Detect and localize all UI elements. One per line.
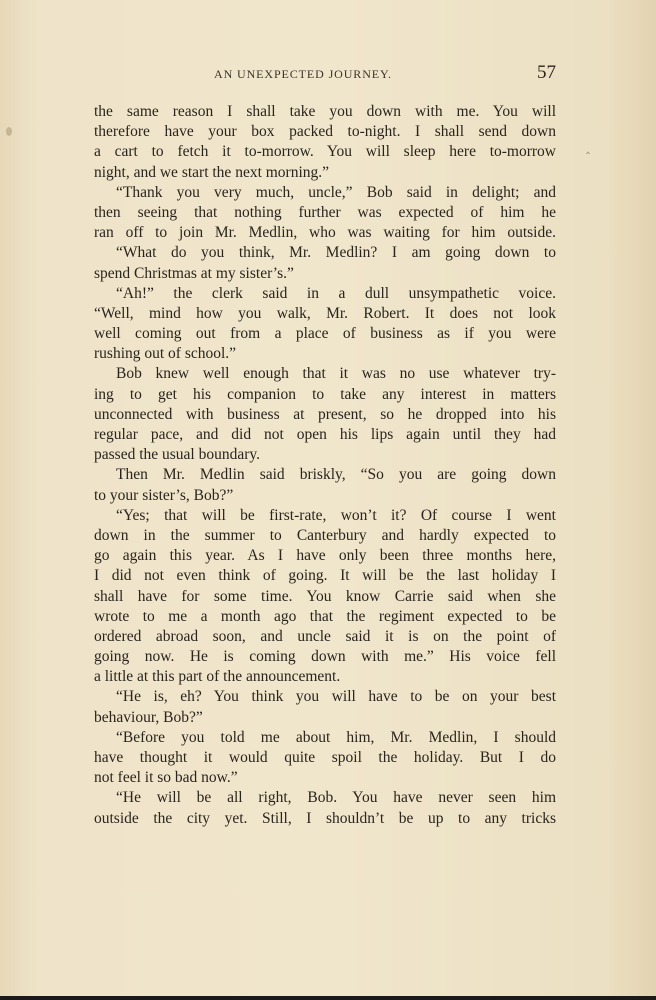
text-line: “Before you told me about him, Mr. Medlin, I should [116, 728, 556, 746]
text-line: a cart to fetch it to-morrow. You will sleep here to-morrow [94, 143, 556, 161]
body-text [94, 102, 556, 829]
text-line: going now. He is coming down with me.” His voice fell [94, 648, 556, 666]
pencil-mark-icon: ‸ [586, 140, 591, 154]
text-line: well coming out from a place of business as if you were [94, 325, 556, 343]
text-line: shall have for some time. You know Carrie said when she [94, 587, 556, 605]
page-header [94, 62, 556, 86]
text-line: Then Mr. Medlin said briskly, “So you are going down [116, 466, 556, 484]
text-line: not feel it so bad now.” [94, 769, 238, 787]
text-line: passed the usual boundary. [94, 446, 261, 464]
text-line: spend Christmas at my sister’s.” [94, 264, 294, 282]
text-line: “What do you think, Mr. Medlin? I am going down to [116, 244, 556, 262]
text-line: the same reason I shall take you down with me. You will [94, 103, 556, 120]
text-line: I did not even think of going. It will be the last holiday I [94, 567, 556, 585]
text-line: ordered abroad soon, and uncle said it is on the point of [94, 627, 556, 645]
text-line: ran off to join Mr. Medlin, who was waiting for him outside. [94, 224, 556, 242]
text-line: “Ah!” the clerk said in a dull unsympathetic voice. [116, 284, 556, 302]
text-line: then seeing that nothing further was expected of him he [94, 203, 556, 221]
text-line: night, and we start the next morning.” [94, 163, 330, 181]
text-line: rushing out of school.” [94, 345, 237, 363]
text-line: ing to get his companion to take any interest in matters [94, 385, 556, 403]
text-line: have thought it would quite spoil the holiday. But I do [94, 749, 556, 766]
text-line: wrote to me a month ago that the regiment expected to be [94, 607, 556, 625]
text-line: unconnected with business at present, so he dropped into his [94, 405, 556, 423]
text-line: Bob knew well enough that it was no use whatever try- [116, 365, 556, 383]
text-line: behaviour, Bob?” [94, 708, 203, 726]
text-line: “He is, eh? You think you will have to be on your best [116, 688, 556, 706]
text-line: “Well, mind how you walk, Mr. Robert. It does not look [94, 304, 556, 322]
text-line: “He will be all right, Bob. You have never seen him [116, 789, 556, 807]
text-line: “Thank you very much, uncle,” Bob said in delight; and [116, 183, 556, 201]
text-line: to your sister’s, Bob?” [94, 486, 234, 504]
text-line: regular pace, and did not open his lips again until they had [94, 426, 556, 443]
page-number: 57 [537, 62, 556, 83]
text-line: therefore have your box packed to-night. I shall send down [94, 123, 556, 141]
text-line: down in the summer to Canterbury and hardly expected to [94, 526, 556, 544]
text-line: “Yes; that will be first-rate, won’t it? Of course I went [116, 506, 556, 524]
text-line: outside the city yet. Still, I shouldn’t be up to any tricks [94, 809, 556, 827]
page-bottom-edge [0, 996, 656, 1000]
paper-blemish [6, 127, 12, 136]
text-line: go again this year. As I have only been three months here, [94, 547, 556, 565]
running-title: AN UNEXPECTED JOURNEY. [214, 67, 392, 81]
text-line: a little at this part of the announcement. [94, 668, 341, 686]
